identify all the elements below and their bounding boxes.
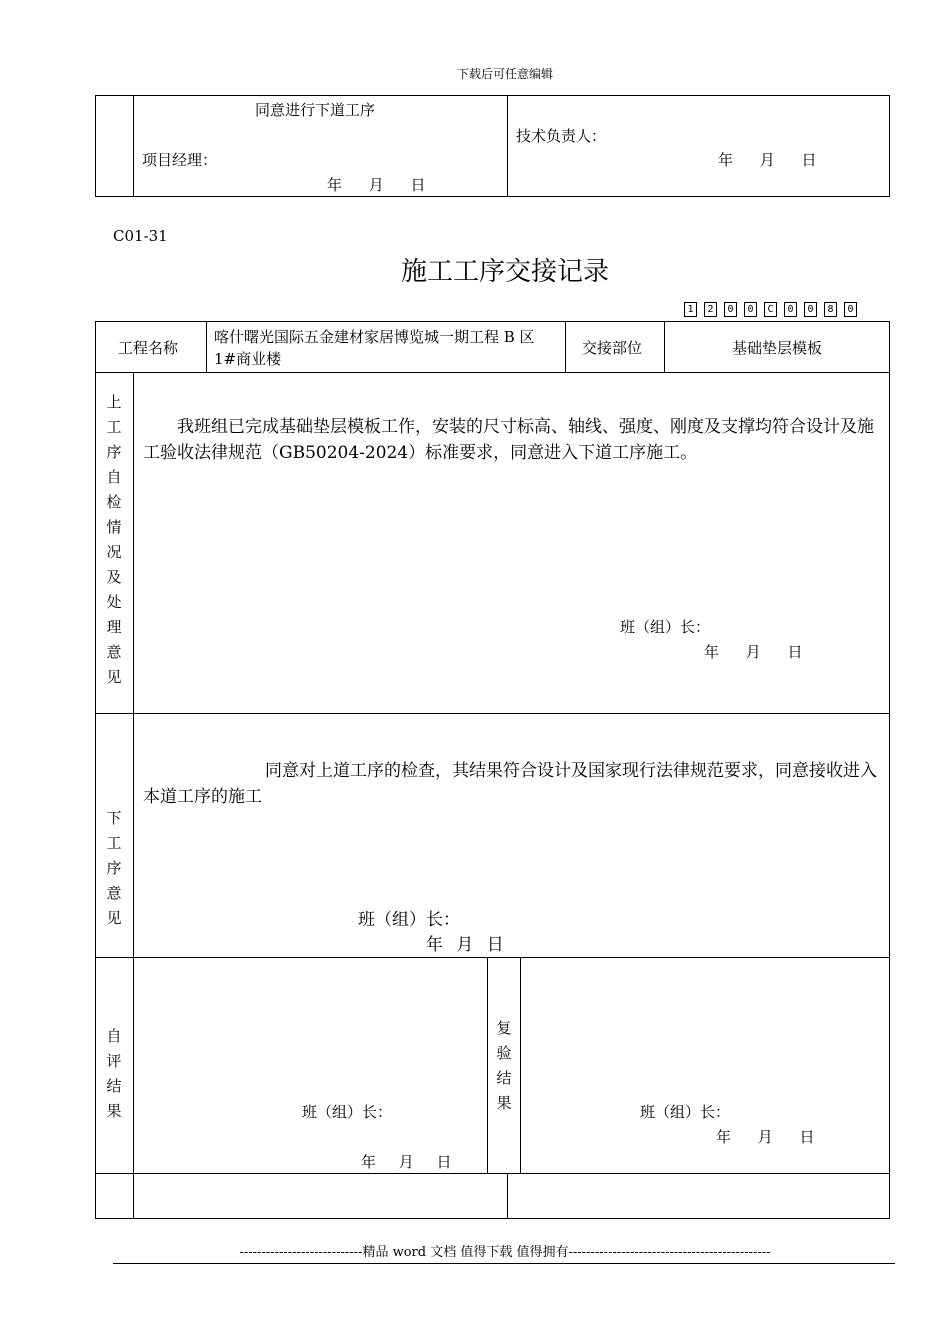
lower-leader-label: 班（组）长： [358,910,460,930]
top-approval-table [95,95,890,197]
self-eval-date: 年 月 日 [361,1153,452,1171]
top-left-date: 年 月 日 [327,176,426,194]
upper-date: 年 月 日 [704,643,803,661]
top-right-date: 年 月 日 [718,151,817,169]
serial-digit: 1 [684,302,697,317]
footer-rule [113,1263,895,1264]
serial-number [684,302,857,317]
page-title: 施工工序交接记录 [400,257,609,287]
project-manager-label: 项目经理： [142,151,218,169]
project-name-value: 喀什曙光国际五金建材家居博览城一期工程 B 区 1#商业楼 [214,328,535,368]
self-eval-label: 自评结果 [106,1027,122,1120]
self-eval-leader-label: 班（组）长： [302,1103,393,1121]
recheck-label: 复验结果 [496,1019,512,1112]
recheck-leader-label: 班（组）长： [640,1103,731,1121]
upper-section-label: 上工序自检情况及处理意见 [106,393,122,686]
serial-digit: 0 [784,302,797,317]
tech-lead-label: 技术负责人： [516,127,607,145]
top-left-text: 同意进行下道工序 [255,101,376,119]
recheck-date: 年 月 日 [716,1128,815,1146]
serial-digit: 2 [704,302,717,317]
lower-section-content: 同意对上道工序的检查，其结果符合设计及国家现行法律规范要求，同意接收进入本道工序的施工 [143,761,877,807]
header-note: 下载后可任意编辑 [456,67,553,81]
footer-text: ----------------------------精品 word 文档 值得下载 值得拥有---------------------------------------------- [239,1245,771,1260]
serial-digit: 0 [744,302,757,317]
lower-date: 年 月 日 [426,935,504,955]
lower-section-label: 下工序意见 [106,809,122,927]
serial-digit: 0 [844,302,857,317]
handover-part-label: 交接部位 [582,339,643,357]
serial-digit: 8 [824,302,837,317]
serial-digit: C [764,302,777,317]
form-code: C01-31 [113,227,168,245]
upper-section-content: 我班组已完成基础垫层模板工作，安装的尺寸标高、轴线、强度、刚度及支撑均符合设计及施工验收法律规范（GB50204-2024）标准要求，同意进入下道工序施工。 [143,417,874,463]
serial-digit: 0 [804,302,817,317]
handover-part-value: 基础垫层模板 [731,339,822,357]
upper-leader-label: 班（组）长： [620,618,711,636]
serial-digit: 0 [724,302,737,317]
project-name-label: 工程名称 [118,339,179,357]
